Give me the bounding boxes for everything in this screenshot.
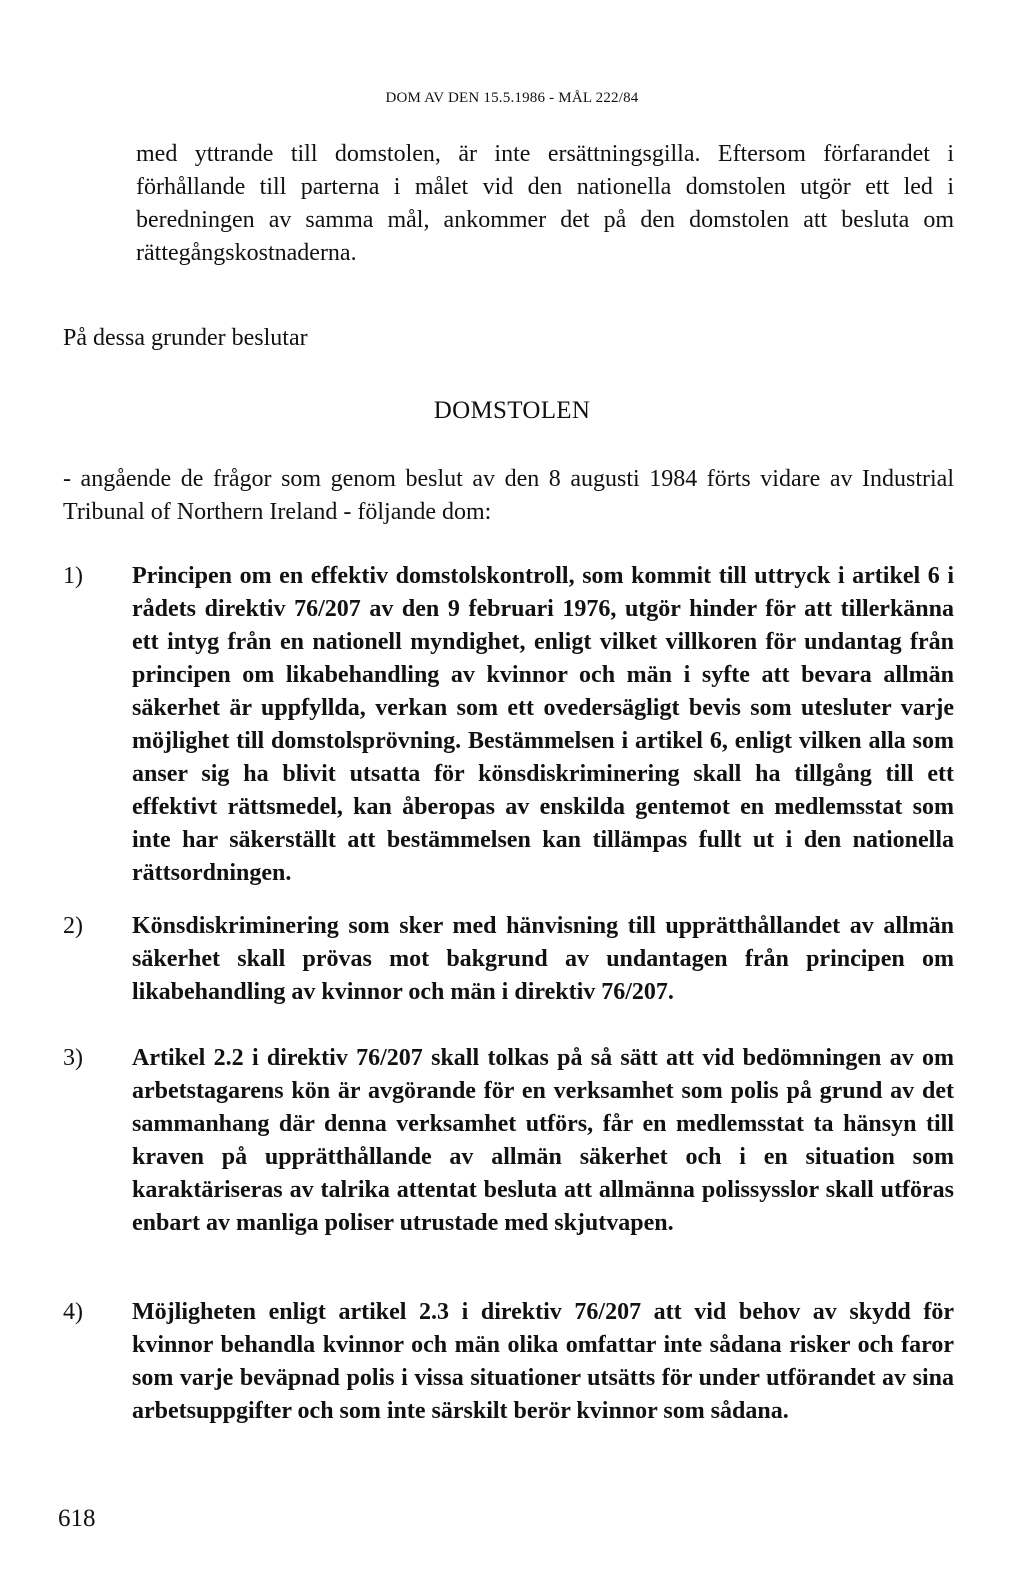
- court-heading: DOMSTOLEN: [433, 397, 591, 424]
- running-header: DOM AV DEN 15.5.1986 - MÅL 222/84: [385, 90, 639, 106]
- page-number: 618: [58, 1505, 96, 1532]
- ruling-number: 2): [63, 913, 83, 939]
- intro-paragraph: med yttrande till domstolen, är inte ersättningsgilla. Eftersom förfarandet i förhållande till parterna i målet vid den nationella domstolen utgör ett led i beredningen av samma mål, ankommer det på den domstolen att besluta om rättegångskostnaderna.: [136, 141, 954, 266]
- ruling-number: 4): [63, 1299, 83, 1325]
- ruling-text: Principen om en effektiv domstolskontroll, som kommit till uttryck i artikel 6 i rådets direktiv 76/207 av den 9 februari 1976, utgör hinder för att tillerkänna ett intyg från en nationell myndighet, enligt vilket villkoren för undantag från principen om likabehandling av kvinnor och män i syfte att bevara allmän säkerhet är uppfyllda, verkan som ett ovedersägligt bevis som utesluter varje möjlighet till domstolsprövning. Bestämmelsen i artikel 6, enligt vilken alla som anser sig ha blivit utsatta för könsdiskriminering skall ha tillgång till ett effektivt rättsmedel, kan åberopas av enskilda gentemot en medlemsstat som inte har säkerställt att bestämmelsen kan tillämpas fullt ut i den nationella rättsordningen.: [132, 563, 954, 886]
- ruling-text: Möjligheten enligt artikel 2.3 i direktiv 76/207 att vid behov av skydd för kvinnor behandla kvinnor och män olika omfattar inte sådana risker och faror som varje beväpnad polis i vissa situationer utsätts för under utförandet av sina arbetsuppgifter och som inte särskilt berör kvinnor som sådana.: [132, 1299, 954, 1424]
- ruling-number: 1): [63, 563, 83, 589]
- ruling-text: Artikel 2.2 i direktiv 76/207 skall tolkas på så sätt att vid bedömningen av om arbetstagarens kön är avgörande för en verksamhet som polis på grund av det sammanhang där denna verksamhet utförs, får en medlemsstat ta hänsyn till kraven på upprätthållande av allmän säkerhet och i en situation som karaktäriseras av talrika attentat besluta att allmänna polissysslor skall utföras enbart av manliga poliser utrustade med skjutvapen.: [132, 1045, 954, 1236]
- ruling-number: 3): [63, 1045, 83, 1071]
- preamble-paragraph: - angående de frågor som genom beslut av den 8 augusti 1984 förts vidare av Industrial Tribunal of Northern Ireland - följande dom:: [63, 466, 954, 525]
- ruling-text: Könsdiskriminering som sker med hänvisning till upprätthållandet av allmän säkerhet skall prövas mot bakgrund av undantagen från principen om likabehandling av kvinnor och män i direktiv 76/207.: [132, 913, 954, 1005]
- decides-line: På dessa grunder beslutar: [63, 325, 308, 351]
